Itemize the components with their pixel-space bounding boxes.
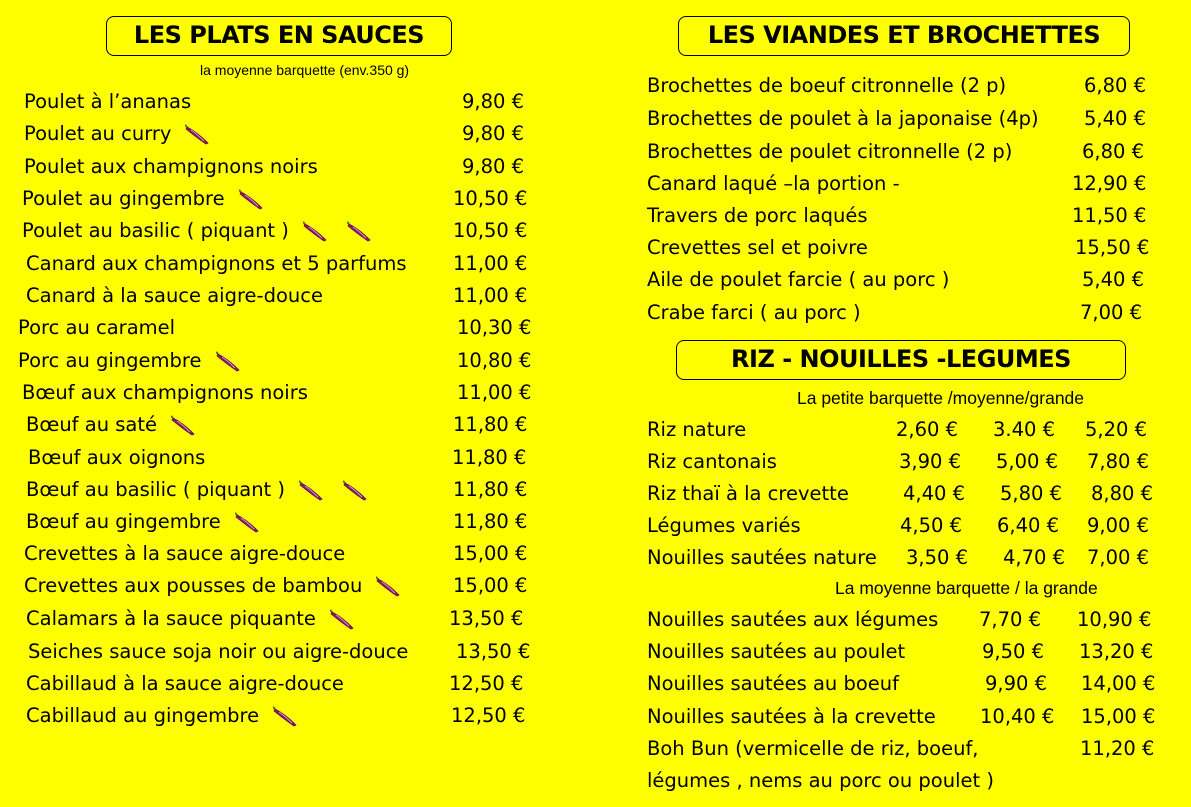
item-price: 11,80 € (453, 413, 528, 436)
item-price: 10,30 € (457, 316, 532, 339)
menu-item: Nouilles sautées au boeuf (647, 672, 899, 695)
item-price: 11,00 € (453, 252, 528, 275)
chili-pepper-icon (171, 415, 197, 437)
item-name: Poulet à l’ananas (24, 90, 192, 113)
item-name: Bœuf au gingembre (26, 510, 221, 533)
item-price: 3.40 € (993, 418, 1056, 441)
menu-item (26, 700, 299, 732)
chili-pepper-icon (343, 480, 369, 502)
menu-item (24, 86, 191, 118)
item-price: 15,00 € (1081, 705, 1156, 728)
menu-item (28, 442, 205, 474)
section-title-plats-en-sauces: LES PLATS EN SAUCES (106, 16, 452, 56)
item-name: Bœuf aux oignons (28, 446, 206, 469)
riz-subtitle: La petite barquette /moyenne/grande (797, 388, 1085, 408)
item-price: 6,40 € (997, 514, 1060, 537)
item-price: 15,50 € (1075, 236, 1150, 259)
menu-item: Riz nature (647, 418, 747, 441)
item-price: 4,70 € (1003, 546, 1066, 569)
menu-item (24, 118, 211, 150)
item-price: 10,80 € (457, 349, 532, 372)
menu-item (24, 538, 345, 570)
chili-pepper-icon (376, 576, 402, 598)
item-price: 12,50 € (451, 704, 526, 727)
riz-subtitle-2: La moyenne barquette / la grande (835, 578, 1098, 598)
item-price: 11,00 € (453, 284, 528, 307)
menu-item (24, 570, 402, 602)
item-name: Poulet au basilic ( piquant ) (22, 219, 289, 242)
menu-item (26, 474, 369, 506)
item-price: 11,80 € (453, 478, 528, 501)
menu-item: Brochettes de boeuf citronnelle (2 p) (647, 74, 1007, 97)
chili-pepper-icon (216, 351, 242, 373)
item-price: 3,90 € (899, 450, 962, 473)
chili-pepper-icon (330, 609, 356, 631)
chili-pepper-icon (185, 124, 211, 146)
menu-item (26, 248, 407, 280)
item-price: 10,90 € (1077, 608, 1152, 631)
item-price: 10,50 € (453, 219, 528, 242)
item-price: 13,50 € (456, 640, 531, 663)
menu-item (26, 506, 261, 538)
section-title-viandes-brochettes: LES VIANDES ET BROCHETTES (678, 16, 1130, 56)
item-price: 7,00 € (1087, 546, 1150, 569)
item-price: 9,00 € (1087, 514, 1150, 537)
chili-pepper-icon (273, 706, 299, 728)
sauces-subtitle: la moyenne barquette (env.350 g) (200, 62, 410, 78)
item-name: Calamars à la sauce piquante (26, 607, 316, 630)
item-price: 4,40 € (903, 482, 966, 505)
menu-item (22, 183, 265, 215)
menu-item: Brochettes de poulet citronnelle (2 p) (647, 140, 1013, 163)
item-name: Poulet aux champignons noirs (24, 155, 318, 178)
item-price: 13,20 € (1079, 640, 1154, 663)
chili-pepper-icon (303, 221, 329, 243)
item-name: Poulet au curry (24, 122, 172, 145)
menu-item: Crabe farci ( au porc ) (647, 301, 861, 324)
chili-pepper-icon (239, 189, 265, 211)
item-name: Canard à la sauce aigre-douce (26, 284, 323, 307)
item-price: 9,80 € (462, 122, 525, 145)
bohbun-line2: légumes , nems au porc ou poulet ) (647, 769, 994, 792)
chili-pepper-icon (299, 480, 325, 502)
menu-item (26, 668, 344, 700)
item-price: 4,50 € (900, 514, 963, 537)
item-price: 10,40 € (980, 705, 1055, 728)
item-price: 7,80 € (1087, 450, 1150, 473)
item-price: 9,90 € (985, 672, 1048, 695)
item-price: 6,80 € (1082, 140, 1145, 163)
item-name: Bœuf au saté (26, 413, 158, 436)
menu-item (22, 377, 308, 409)
menu-item: Canard laqué –la portion - (647, 172, 900, 195)
item-price: 2,60 € (896, 418, 959, 441)
menu-item: Riz thaï à la crevette (647, 482, 849, 505)
bohbun-line1: Boh Bun (vermicelle de riz, boeuf, (647, 737, 979, 760)
item-name: Cabillaud au gingembre (26, 704, 260, 727)
item-price: 12,90 € (1072, 172, 1147, 195)
item-price: 12,50 € (449, 672, 524, 695)
item-name: Seiches sauce soja noir ou aigre-douce (28, 640, 409, 663)
menu-item: Nouilles sautées à la crevette (647, 705, 936, 728)
item-price: 9,80 € (462, 90, 525, 113)
menu-item: Aile de poulet farcie ( au porc ) (647, 268, 950, 291)
item-price: 5,40 € (1084, 107, 1147, 130)
menu-item: Légumes variés (647, 514, 801, 537)
item-price: 6,80 € (1084, 74, 1147, 97)
menu-item: Travers de porc laqués (647, 204, 868, 227)
menu-item (24, 151, 318, 183)
item-name: Cabillaud à la sauce aigre-douce (26, 672, 344, 695)
menu-item: Nouilles sautées nature (647, 546, 877, 569)
menu-item (28, 636, 408, 668)
item-price: 14,00 € (1081, 672, 1156, 695)
item-name: Canard aux champignons et 5 parfums (26, 252, 407, 275)
bohbun-price: 11,20 € (1080, 737, 1155, 760)
item-price: 11,80 € (452, 446, 527, 469)
menu-item: Nouilles sautées au poulet (647, 640, 906, 663)
item-name: Crevettes à la sauce aigre-douce (24, 542, 346, 565)
item-price: 7,70 € (979, 608, 1042, 631)
item-price: 9,80 € (462, 155, 525, 178)
item-price: 15,00 € (453, 574, 528, 597)
item-price: 11,00 € (457, 381, 532, 404)
menu-item: Riz cantonais (647, 450, 777, 473)
item-price: 11,80 € (453, 510, 528, 533)
menu-item: Nouilles sautées aux légumes (647, 608, 939, 631)
item-price: 13,50 € (449, 607, 524, 630)
menu-item: Crevettes sel et poivre (647, 236, 868, 259)
menu-item (22, 215, 373, 247)
menu-item (26, 280, 323, 312)
item-price: 5,40 € (1082, 268, 1145, 291)
item-price: 5,80 € (1000, 482, 1063, 505)
item-name: Porc au caramel (18, 316, 176, 339)
section-title-riz-nouilles-legumes: RIZ - NOUILLES -LEGUMES (676, 340, 1126, 380)
item-name: Crevettes aux pousses de bambou (24, 574, 363, 597)
item-price: 7,00 € (1080, 301, 1143, 324)
menu-item (18, 312, 175, 344)
chili-pepper-icon (235, 512, 261, 534)
item-price: 11,50 € (1072, 204, 1147, 227)
item-name: Porc au gingembre (18, 349, 202, 372)
item-name: Bœuf aux champignons noirs (22, 381, 308, 404)
item-price: 15,00 € (453, 542, 528, 565)
menu-item: Brochettes de poulet à la japonaise (4p) (647, 107, 1039, 130)
item-price: 5,20 € (1085, 418, 1148, 441)
item-price: 9,50 € (982, 640, 1045, 663)
item-name: Bœuf au basilic ( piquant ) (26, 478, 286, 501)
chili-pepper-icon (347, 221, 373, 243)
item-price: 3,50 € (906, 546, 969, 569)
item-price: 10,50 € (453, 187, 528, 210)
menu-item (18, 345, 242, 377)
menu-item (26, 409, 197, 441)
item-price: 5,00 € (996, 450, 1059, 473)
item-price: 8,80 € (1091, 482, 1154, 505)
menu-item (26, 603, 356, 635)
item-name: Poulet au gingembre (22, 187, 225, 210)
